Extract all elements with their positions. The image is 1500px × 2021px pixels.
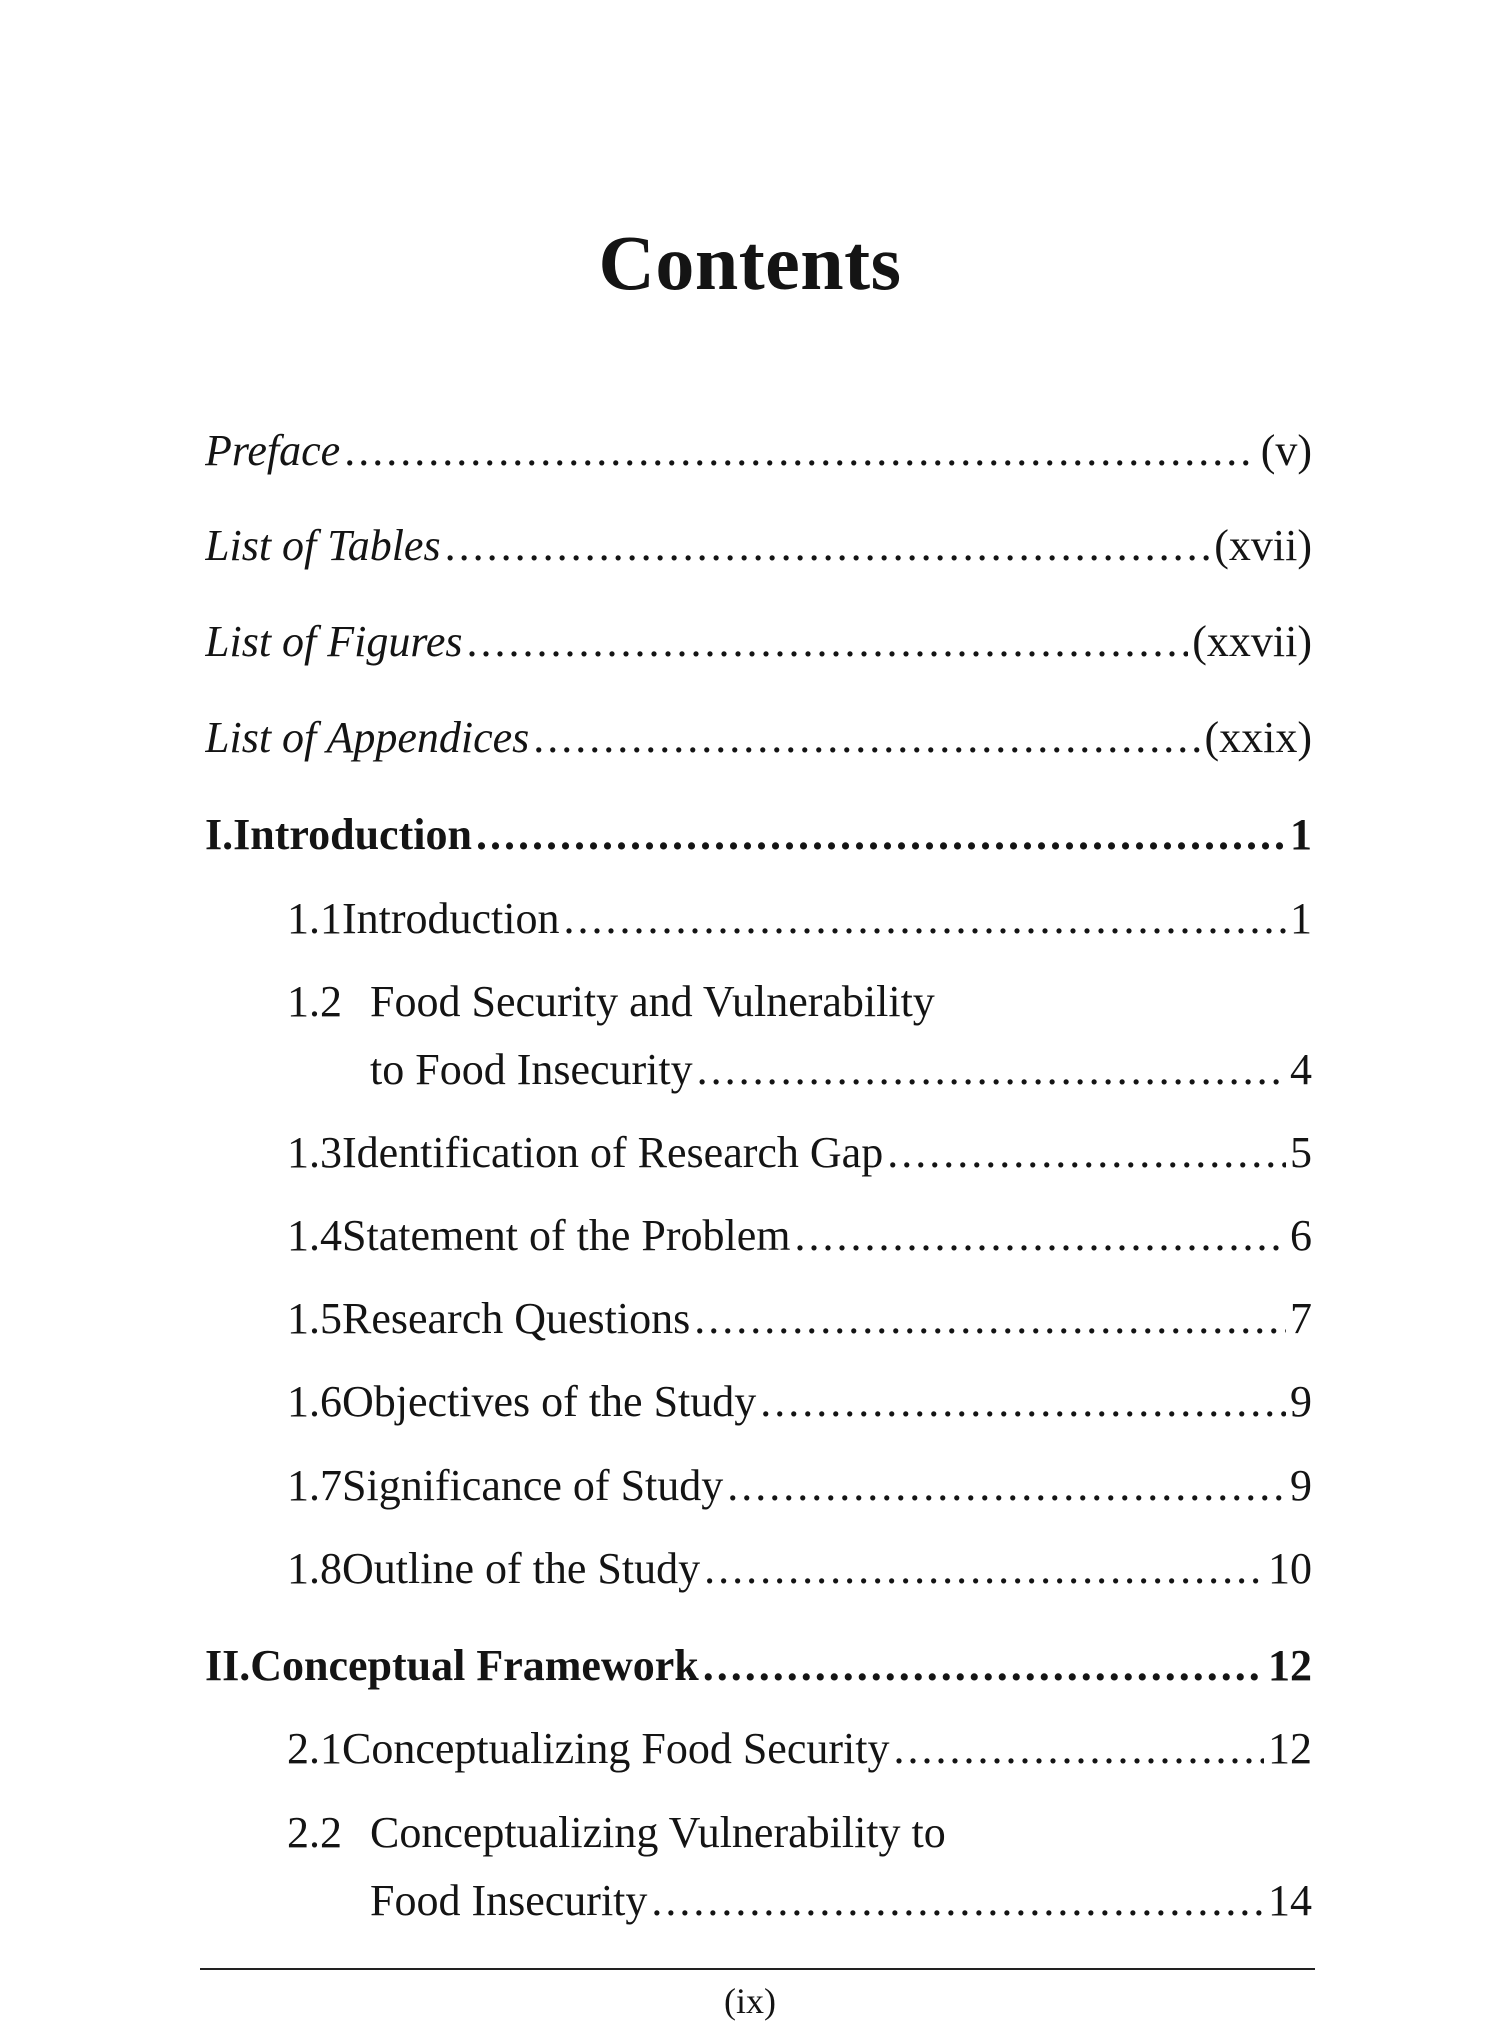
section-title: Conceptualizing Food Security <box>342 1724 890 1773</box>
section-title: Significance of Study <box>342 1461 724 1510</box>
footer-rule <box>200 1968 1315 1970</box>
entry-page: 10 <box>1268 1544 1312 1593</box>
toc-chapter-1[interactable] <box>205 809 1312 861</box>
section-number: 1.6 <box>287 1377 342 1426</box>
section-number: 1.1 <box>287 894 342 943</box>
entry-page: 14 <box>1268 1876 1312 1925</box>
entry-label: List of Tables <box>205 521 441 570</box>
toc-section-1-5[interactable] <box>287 1293 1312 1345</box>
section-number: 1.4 <box>287 1211 342 1260</box>
entry-page: 6 <box>1290 1211 1312 1260</box>
entry-page: 9 <box>1290 1377 1312 1426</box>
dot-leader <box>476 809 1286 861</box>
entry-page: 5 <box>1290 1128 1312 1177</box>
entry-page: 1 <box>1290 810 1312 859</box>
chapter-title: Introduction <box>233 810 472 859</box>
dot-leader <box>445 520 1211 572</box>
section-number: 1.2 <box>287 977 342 1026</box>
dot-leader <box>703 1640 1264 1692</box>
entry-page: (v) <box>1260 426 1312 475</box>
page-title: Contents <box>598 219 902 306</box>
section-title: Objectives of the Study <box>342 1377 757 1426</box>
entry-page: 9 <box>1290 1461 1312 1510</box>
dot-leader <box>467 616 1189 668</box>
entry-label: List of Appendices <box>205 713 530 762</box>
chapter-number: II. <box>205 1641 251 1690</box>
toc-section-2-2-continued[interactable] <box>370 1875 1312 1927</box>
dot-leader <box>533 712 1200 764</box>
dot-leader <box>564 893 1286 945</box>
toc-section-1-3[interactable] <box>287 1127 1312 1179</box>
dot-leader <box>893 1723 1264 1775</box>
section-number: 1.3 <box>287 1128 342 1177</box>
entry-page: 1 <box>1290 894 1312 943</box>
entry-page: 12 <box>1268 1724 1312 1773</box>
section-title: Statement of the Problem <box>342 1211 791 1260</box>
entry-page: (xvii) <box>1214 521 1312 570</box>
section-title: Conceptualizing Vulnerability to <box>370 1808 946 1857</box>
section-title: Food Security and Vulnerability <box>370 977 935 1026</box>
toc-entry-list-of-tables[interactable] <box>205 520 1312 572</box>
entry-label: Preface <box>205 426 341 475</box>
dot-leader <box>694 1293 1286 1345</box>
section-title: Identification of Research Gap <box>342 1128 884 1177</box>
toc-section-1-2-continued[interactable] <box>370 1044 1312 1096</box>
toc-section-1-1[interactable] <box>287 893 1312 945</box>
section-title: Outline of the Study <box>342 1544 701 1593</box>
dot-leader <box>344 425 1257 477</box>
section-number: 1.7 <box>287 1461 342 1510</box>
toc-section-1-4[interactable] <box>287 1210 1312 1262</box>
entry-page: 4 <box>1290 1045 1312 1094</box>
dot-leader <box>704 1543 1264 1595</box>
section-number: 1.5 <box>287 1294 342 1343</box>
toc-chapter-2[interactable] <box>205 1640 1312 1692</box>
entry-page: 12 <box>1268 1641 1312 1690</box>
section-title: Introduction <box>342 894 560 943</box>
toc-entry-preface[interactable] <box>205 425 1312 477</box>
section-title: Research Questions <box>342 1294 691 1343</box>
entry-page: 7 <box>1290 1294 1312 1343</box>
toc-entry-list-of-figures[interactable] <box>205 616 1312 668</box>
dot-leader <box>760 1376 1286 1428</box>
dot-leader <box>794 1210 1286 1262</box>
toc-section-2-1[interactable] <box>287 1723 1312 1775</box>
section-title-continued: Food Insecurity <box>370 1876 648 1925</box>
chapter-title: Conceptual Framework <box>250 1641 699 1690</box>
entry-page: (xxix) <box>1204 713 1312 762</box>
toc-section-2-2[interactable] <box>287 1807 1312 1859</box>
toc-entry-list-of-appendices[interactable] <box>205 712 1312 764</box>
toc-section-1-8[interactable] <box>287 1543 1312 1595</box>
section-number: 2.2 <box>287 1808 342 1857</box>
section-title-continued: to Food Insecurity <box>370 1045 693 1094</box>
toc-section-1-7[interactable] <box>287 1460 1312 1512</box>
dot-leader <box>651 1875 1264 1927</box>
entry-page: (xxvii) <box>1192 617 1312 666</box>
dot-leader <box>727 1460 1286 1512</box>
dot-leader <box>697 1044 1286 1096</box>
page-folio: (ix) <box>724 1981 776 2021</box>
section-number: 1.8 <box>287 1544 342 1593</box>
entry-label: List of Figures <box>205 617 463 666</box>
section-number: 2.1 <box>287 1724 342 1773</box>
toc-section-1-6[interactable] <box>287 1376 1312 1428</box>
dot-leader <box>887 1127 1286 1179</box>
chapter-number: I. <box>205 810 234 859</box>
toc-section-1-2[interactable] <box>287 976 1312 1028</box>
